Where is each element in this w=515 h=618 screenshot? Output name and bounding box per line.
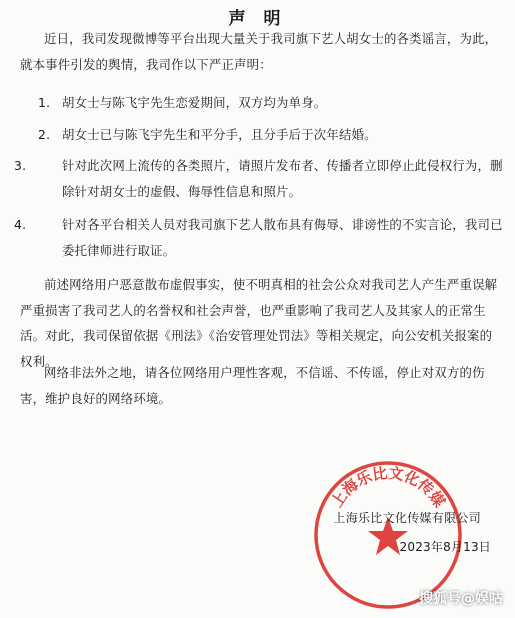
item-number: 1. (38, 95, 51, 110)
item-number: 2. (38, 127, 51, 142)
closing-paragraph: 网络非法外之地，请各位网络用户理性客观，不信谣、不传谣，停止对双方的伤害，维护良好的网络环境。 (20, 365, 485, 406)
statement-item-3 (14, 153, 508, 204)
statement-item-4 (14, 212, 508, 263)
document-title: 声 明 (228, 9, 287, 29)
intro-paragraph: 近日，我司发现微博等平台出现大量关于我司旗下艺人胡女士的各类谣言，为此，就本事件引发的舆情，我司作以下严正声明： (20, 31, 498, 72)
watermark: 搜狐号@娱咕 (419, 591, 503, 607)
item-text: 针对此次网上流传的各类照片，请照片发布者、传播者立即停止此侵权行为，删除针对胡女士的虚假、侮辱性信息和照片。 (62, 158, 503, 199)
company-name: 上海乐比文化传媒有限公司 (333, 511, 481, 525)
statement-item-2 (38, 122, 508, 148)
item-text: 胡女士已与陈飞宇先生和平分手，且分手后于次年结婚。 (62, 127, 377, 142)
item-text: 胡女士与陈飞宇先生恋爱期间，双方均为单身。 (62, 95, 327, 110)
body-paragraph: 前述网络用户恶意散布虚假事实，使不明真相的社会公众对我司艺人产生严重误解严重损害了我司艺人的名誉权和社会声誉，也严重影响了我司艺人及其家人的正常生活。对此，我司保留依据《刑法》《治安管理处罚法》等相关规定，向公安机关报案的权利。 (20, 277, 498, 369)
item-number: 3. (14, 158, 27, 173)
statement-date: 2023年8月13日 (399, 540, 491, 554)
item-number: 4. (14, 217, 27, 232)
statement-item-1 (38, 90, 508, 116)
svg-text:上海乐比文化传媒: 上海乐比文化传媒 (327, 464, 449, 511)
item-text: 针对各平台相关人员对我司旗下艺人散布具有侮辱、诽谤性的不实言论，我司已委托律师进行取证。 (62, 217, 503, 258)
